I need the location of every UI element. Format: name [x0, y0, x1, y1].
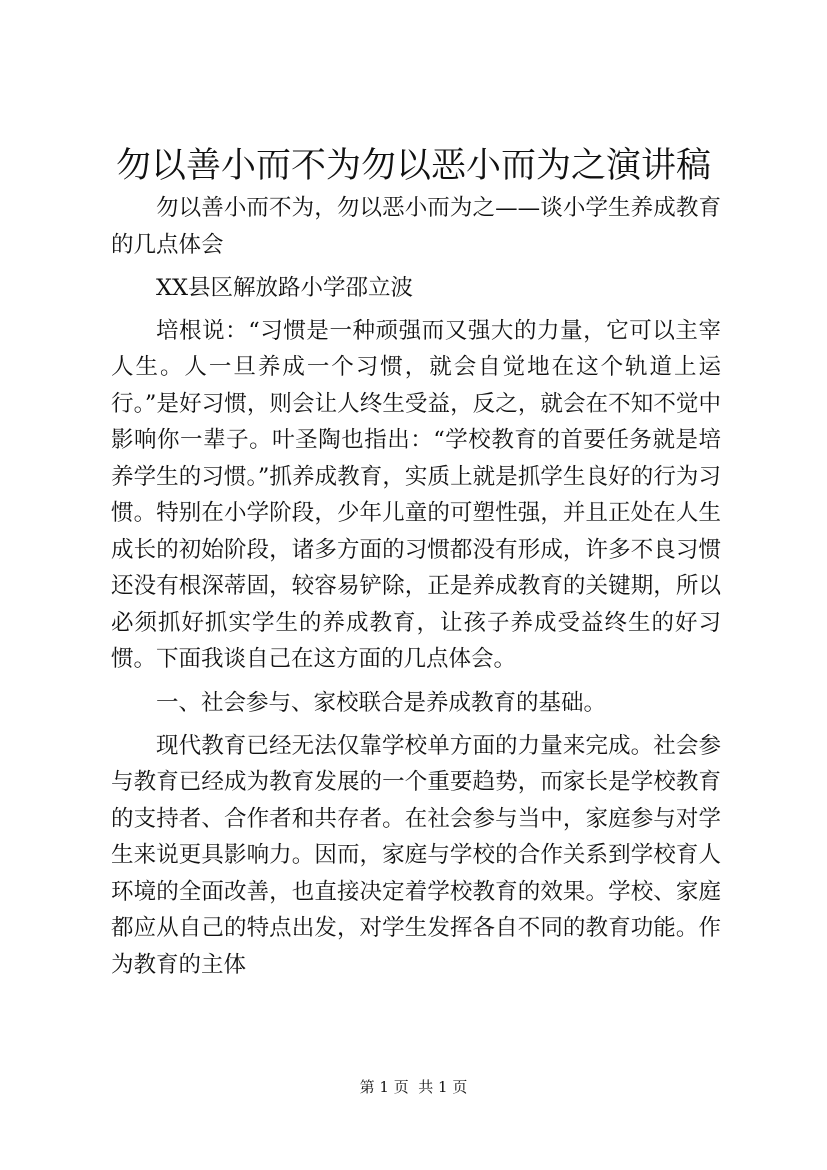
body-paragraph: 现代教育已经无法仅靠学校单方面的力量来完成。社会参与教育已经成为教育发展的一个重要趋势，而家长是学校教育的支持者、合作者和共存者。在社会参与当中，家庭参与对学生来说更具影响力。因而，家庭与学校的合作关系到学校育人环境的全面改善，也直接决定着学校教育的效果。学校、家庭都应从自己的特点出发，对学生发挥各自不同的教育功能。作为教育的主体	[111, 732, 721, 978]
subtitle-paragraph: 勿以善小而不为，勿以恶小而为之——谈小学生养成教育的几点体会	[111, 195, 721, 258]
document-title: 勿以善小而不为勿以恶小而为之演讲稿	[115, 146, 711, 186]
page-number-label: 第 1 页 共 1 页	[359, 1078, 468, 1096]
document-body	[111, 190, 721, 990]
section-heading: 一、社会参与、家校联合是养成教育的基础。	[156, 689, 607, 716]
page-footer	[0, 1077, 827, 1097]
author-line: XX县区解放路小学邵立波	[156, 274, 414, 301]
body-paragraph: 培根说：“习惯是一种顽强而又强大的力量，它可以主宰人生。人一旦养成一个习惯，就会自觉地在这个轨道上运行。”是好习惯，则会让人终生受益，反之，就会在不知不觉中影响你一辈子。叶圣陶也指出：“学校教育的首要任务就是培养学生的习惯。”抓养成教育，实质上就是抓学生良好的行为习惯。特别在小学阶段，少年儿童的可塑性强，并且正处在人生成长的初始阶段，诸多方面的习惯都没有形成，许多不良习惯还没有根深蒂固，较容易铲除，正是养成教育的关键期，所以必须抓好抓实学生的养成教育，让孩子养成受益终生的好习惯。下面我谈自己在这方面的几点体会。	[111, 317, 721, 673]
